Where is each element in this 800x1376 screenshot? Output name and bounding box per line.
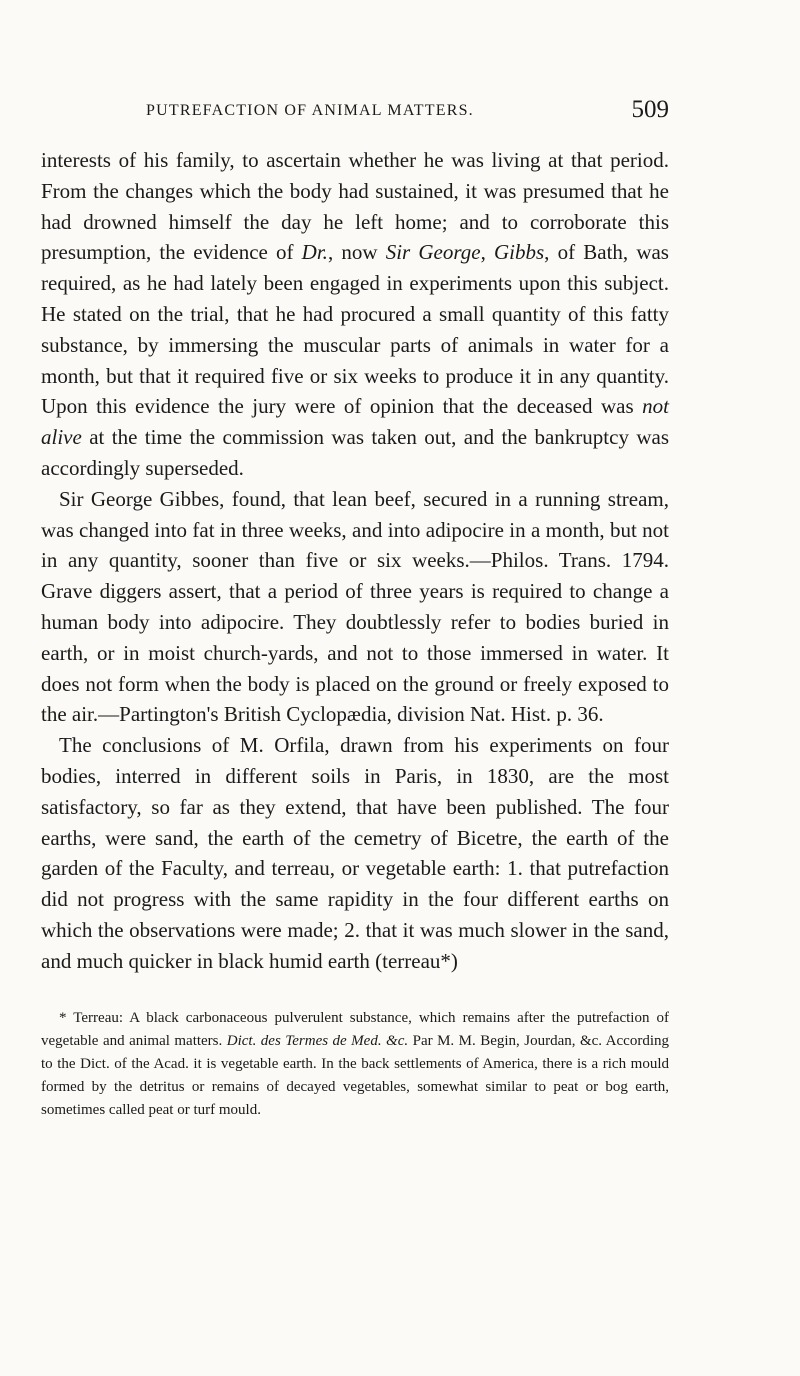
body-text [41, 145, 669, 977]
italic-text: Sir George [385, 240, 481, 265]
page-number: 509 [631, 96, 669, 123]
text-run: Par M. M. Begin, Jourdan, &c. According to the Dict. of the Acad. it is vegetable earth. In the back settlements of America, there is a rich mould formed by the detritus or remains of decayed vegetables, somewhat similar to peat or bog earth, sometimes called peat or turf mould. [41, 1033, 669, 1118]
italic-text: not alive [41, 394, 669, 450]
text-run: , now [327, 240, 386, 265]
page-header [41, 98, 669, 128]
italic-text: Gibbs [493, 240, 545, 265]
text-run: , [480, 240, 494, 265]
text-run: at the time the commission was taken out, and the bankruptcy was accordingly superseded. [41, 425, 669, 480]
running-title: PUTREFACTION OF ANIMAL MATTERS. [146, 102, 474, 119]
italic-text: Dict. des Termes de Med. &c. [226, 1033, 409, 1049]
text-run: The conclusions of M. Orfila, drawn from his experiments on four bodies, interred in different soils in Paris, in 1830, are the most satisfactory, so far as they extend, that have been published. The four earths, were sand, the earth of the cemetry of Bicetre, the earth of the garden of the Faculty, and terreau, or vegetable earth: 1. that putrefaction did not progress with the same rapidity in the four different earths on which the observations were made; 2. that it was much slower in the sand, and much quicker in black humid earth (terreau*) [41, 733, 669, 973]
italic-text: Dr. [301, 240, 328, 265]
text-run: interests of his family, to ascertain whether he was living at that period. From the changes which the body had sustained, it was presumed that he had drowned himself the day he left home; and to corroborate this presumption, the evidence of [41, 148, 669, 265]
paragraph-3 [41, 730, 669, 976]
footnote [41, 1007, 669, 1122]
paragraph-1 [41, 145, 669, 484]
text-run: * Terreau: A black carbonaceous pulverulent substance, which remains after the putrefaction of vegetable and animal matters. [41, 1010, 669, 1049]
text-run: Sir George Gibbes, found, that lean beef, secured in a running stream, was changed into fat in three weeks, and into adipocire in a month, but not in any quantity, sooner than five or six weeks.—Philos. Trans. 1794. Grave diggers assert, that a period of three years is required to change a human body into adipocire. They doubtlessly refer to bodies buried in earth, or in moist church-yards, and not to those immersed in water. It does not form when the body is placed on the ground or freely exposed to the air.—Partington's British Cyclopædia, division Nat. Hist. p. 36. [41, 486, 669, 727]
text-run: , of Bath, was required, as he had lately been engaged in experiments upon this subject. He stated on the trial, that he had procured a small quantity of this fatty substance, by immersing the muscular parts of animals in water for a month, but that it required five or six weeks to produce it in any quantity. Upon this evidence the jury were of opinion that the deceased was [41, 240, 669, 419]
paragraph-2 [41, 484, 669, 730]
footnote-text [41, 1007, 669, 1122]
